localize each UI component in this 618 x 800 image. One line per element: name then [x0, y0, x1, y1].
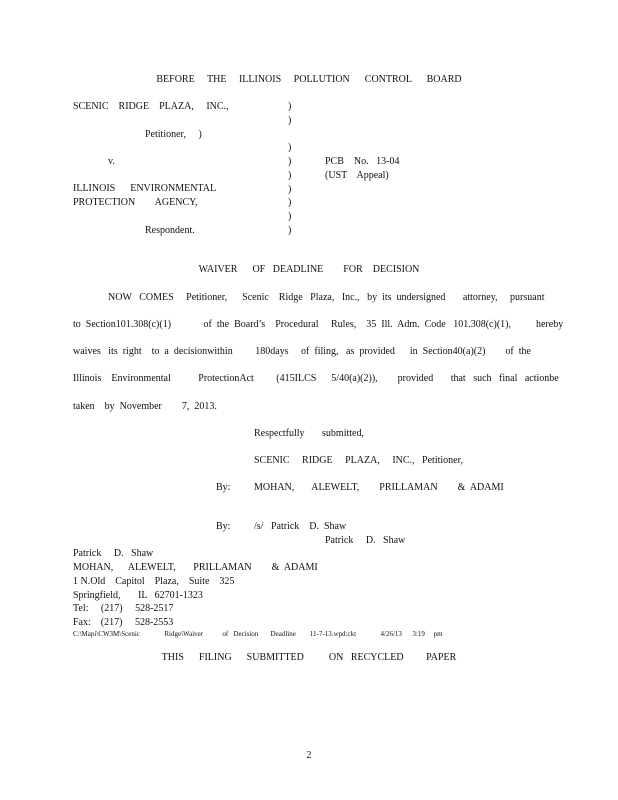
by-label-1: By: — [216, 482, 231, 493]
petitioner-label: Petitioner, ) — [145, 129, 202, 140]
paren: ) — [288, 101, 292, 112]
body-line-2: to Section101.308(c)(1) of the Board’s Procedural Rules, 35 Ill. Adm. Code 101.308(c)(1), hereby — [73, 319, 564, 330]
paren: ) — [288, 142, 292, 153]
paren: ) — [288, 211, 292, 222]
signature-party: SCENIC RIDGE PLAZA, INC., Petitioner, — [254, 455, 464, 466]
paren: ) — [288, 115, 292, 126]
electronic-signature: /s/ Patrick D. Shaw — [254, 521, 347, 532]
respondent-label: Respondent. — [145, 225, 195, 236]
recycled-paper-notice: THIS FILING SUBMITTED ON RECYCLED PAPER — [161, 652, 457, 663]
attorney-firm: MOHAN, ALEWELT, PRILLAMAN & ADAMI — [73, 562, 318, 573]
paren: ) — [288, 197, 292, 208]
attorney-address-2: Springfield, IL 62701-1323 — [73, 590, 203, 601]
attorney-address-1: 1 N.Old Capitol Plaza, Suite 325 — [73, 576, 235, 587]
page-number: 2 — [306, 750, 312, 761]
file-path-footer: C:\Mapi\CW3M\Scenic Ridge\Waiver of Decision Deadline 11-7-13.wpd:ckt 4/26/13 3:19 pm — [73, 630, 443, 638]
body-line-4: Illinois Environmental ProtectionAct (415ILCS 5/40(a)(2)), provided that such final actionbe — [73, 373, 559, 384]
attorney-tel: Tel: (217) 528-2517 — [73, 603, 174, 614]
respondent-line-1: ILLINOIS ENVIRONMENTAL — [73, 183, 217, 194]
court-heading: BEFORE THE ILLINOIS POLLUTION CONTROL BOARD — [156, 74, 462, 85]
body-line-5: taken by November 7, 2013. — [73, 401, 217, 412]
versus-label: v. — [108, 156, 115, 167]
case-number: PCB No. 13-04 — [325, 156, 400, 167]
signature-firm: MOHAN, ALEWELT, PRILLAMAN & ADAMI — [254, 482, 504, 493]
attorney-name: Patrick D. Shaw — [73, 548, 154, 559]
paren: ) — [288, 184, 292, 195]
respondent-line-2: PROTECTION AGENCY, — [73, 197, 198, 208]
by-label-2: By: — [216, 521, 231, 532]
respectfully-submitted: Respectfully submitted, — [254, 428, 364, 439]
case-type: (UST Appeal) — [325, 170, 389, 181]
paren: ) — [288, 156, 292, 167]
document-title: WAIVER OF DEADLINE FOR DECISION — [198, 264, 420, 275]
paren: ) — [288, 225, 292, 236]
body-line-3: waives its right to a decisionwithin 180days of filing, as provided in Section40(a)(2) of the — [73, 346, 531, 357]
paren: ) — [288, 170, 292, 181]
attorney-fax: Fax: (217) 528-2553 — [73, 617, 174, 628]
body-line-1: NOW COMES Petitioner, Scenic Ridge Plaza, Inc., by its undersigned attorney, pursuant — [108, 292, 545, 303]
petitioner-name: SCENIC RIDGE PLAZA, INC., — [73, 101, 229, 112]
signer-name: Patrick D. Shaw — [325, 535, 406, 546]
